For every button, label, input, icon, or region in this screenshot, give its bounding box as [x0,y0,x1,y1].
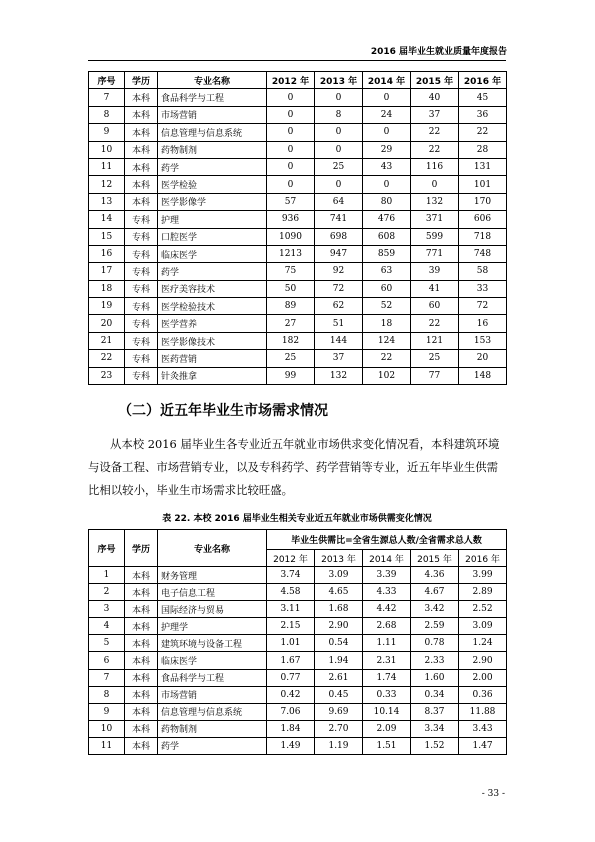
value-cell: 2.90 [315,618,363,635]
major-name-cell: 医学影像技术 [158,332,267,349]
table-row [89,618,507,635]
table-body [89,567,507,755]
column-header: 2013 年 [315,72,363,89]
degree-cell: 专科 [125,332,158,349]
row-number-cell: 5 [89,635,125,652]
value-cell: 1.67 [267,652,315,669]
value-cell: 1.47 [459,737,507,754]
degree-cell: 本科 [125,106,158,123]
header-rule [88,60,506,61]
value-cell: 41 [411,280,459,297]
value-cell: 599 [411,228,459,245]
table-caption: 表 22. 本校 2016 届毕业生相关专业近五年就业市场供需变化情况 [162,514,432,524]
value-cell: 2.31 [363,652,411,669]
value-cell: 0.33 [363,686,411,703]
value-cell: 2.90 [459,652,507,669]
value-cell: 80 [363,193,411,210]
value-cell: 9.69 [315,703,363,720]
major-name-cell: 医疗美容技术 [158,280,267,297]
table-header-row [89,530,507,550]
value-cell: 58 [459,263,507,280]
value-cell: 182 [267,332,315,349]
table-row [89,106,507,123]
value-cell: 72 [459,298,507,315]
supply-demand-ratio-table [88,529,507,755]
value-cell: 25 [267,350,315,367]
column-header: 学历 [125,72,158,89]
row-number-cell: 9 [89,703,125,720]
value-cell: 0.34 [411,686,459,703]
value-cell: 3.39 [363,567,411,584]
value-cell: 92 [315,263,363,280]
value-cell: 64 [315,193,363,210]
column-header: 专业名称 [158,530,267,567]
value-cell: 0 [267,106,315,123]
value-cell: 771 [411,245,459,262]
value-cell: 37 [411,106,459,123]
value-cell: 121 [411,332,459,349]
row-number-cell: 12 [89,176,125,193]
table-row [89,720,507,737]
degree-cell: 专科 [125,367,158,384]
table-row [89,228,507,245]
degree-cell: 专科 [125,298,158,315]
value-cell: 131 [459,158,507,175]
major-name-cell: 临床医学 [158,652,267,669]
major-name-cell: 药物制剂 [158,720,267,737]
value-cell: 0 [315,176,363,193]
row-number-cell: 4 [89,618,125,635]
major-name-cell: 护理学 [158,618,267,635]
row-number-cell: 13 [89,193,125,210]
value-cell: 29 [363,141,411,158]
value-cell: 1.24 [459,635,507,652]
column-header: 学历 [125,530,158,567]
value-cell: 0 [363,89,411,106]
value-cell: 0.36 [459,686,507,703]
degree-cell: 专科 [125,245,158,262]
major-name-cell: 临床医学 [158,245,267,262]
value-cell: 0 [315,124,363,141]
table-row [89,124,507,141]
group-header: 毕业生供需比=全省生源总人数/全省需求总人数 [267,530,507,550]
row-number-cell: 2 [89,584,125,601]
major-name-cell: 国际经济与贸易 [158,601,267,618]
value-cell: 1.84 [267,720,315,737]
row-number-cell: 9 [89,124,125,141]
degree-cell: 本科 [125,737,158,754]
value-cell: 1213 [267,245,315,262]
page-number: - 33 - [481,789,505,799]
value-cell: 1.19 [315,737,363,754]
major-name-cell: 药学 [158,263,267,280]
value-cell: 3.09 [459,618,507,635]
table-row [89,298,507,315]
value-cell: 102 [363,367,411,384]
value-cell: 1.60 [411,669,459,686]
major-name-cell: 护理 [158,211,267,228]
graduate-count-table [88,71,507,385]
value-cell: 36 [459,106,507,123]
value-cell: 52 [363,298,411,315]
table-row [89,332,507,349]
major-name-cell: 医学营养 [158,315,267,332]
degree-cell: 本科 [125,669,158,686]
value-cell: 8.37 [411,703,459,720]
value-cell: 62 [315,298,363,315]
table-row [89,211,507,228]
value-cell: 148 [459,367,507,384]
degree-cell: 专科 [125,263,158,280]
row-number-cell: 21 [89,332,125,349]
value-cell: 11.88 [459,703,507,720]
value-cell: 45 [459,89,507,106]
value-cell: 0 [267,124,315,141]
value-cell: 39 [411,263,459,280]
value-cell: 2.15 [267,618,315,635]
value-cell: 718 [459,228,507,245]
degree-cell: 本科 [125,686,158,703]
running-header: 2016 届毕业生就业质量年度报告 [370,47,507,57]
value-cell: 60 [411,298,459,315]
major-name-cell: 医学检验技术 [158,298,267,315]
value-cell: 0.54 [315,635,363,652]
value-cell: 2.09 [363,720,411,737]
value-cell: 27 [267,315,315,332]
value-cell: 3.74 [267,567,315,584]
major-name-cell: 建筑环境与设备工程 [158,635,267,652]
value-cell: 371 [411,211,459,228]
value-cell: 1.52 [411,737,459,754]
value-cell: 947 [315,245,363,262]
value-cell: 0 [315,141,363,158]
value-cell: 1.74 [363,669,411,686]
value-cell: 24 [363,106,411,123]
column-header: 2012 年 [267,72,315,89]
degree-cell: 本科 [125,89,158,106]
major-name-cell: 医学影像学 [158,193,267,210]
year-header: 2016 年 [459,550,507,567]
row-number-cell: 10 [89,720,125,737]
row-number-cell: 22 [89,350,125,367]
major-name-cell: 电子信息工程 [158,584,267,601]
value-cell: 124 [363,332,411,349]
row-number-cell: 6 [89,652,125,669]
table-row [89,686,507,703]
degree-cell: 专科 [125,315,158,332]
value-cell: 859 [363,245,411,262]
value-cell: 22 [411,124,459,141]
table-body [89,89,507,385]
table-row [89,245,507,262]
table-row [89,89,507,106]
value-cell: 16 [459,315,507,332]
row-number-cell: 19 [89,298,125,315]
section-heading: （二）近五年毕业生市场需求情况 [118,403,328,419]
value-cell: 75 [267,263,315,280]
major-name-cell: 食品科学与工程 [158,89,267,106]
value-cell: 3.34 [411,720,459,737]
table-row [89,263,507,280]
degree-cell: 本科 [125,141,158,158]
row-number-cell: 3 [89,601,125,618]
column-header: 序号 [89,530,125,567]
value-cell: 1.94 [315,652,363,669]
value-cell: 132 [315,367,363,384]
row-number-cell: 17 [89,263,125,280]
table-row [89,703,507,720]
row-number-cell: 8 [89,686,125,703]
table-row [89,669,507,686]
value-cell: 22 [363,350,411,367]
value-cell: 0 [315,89,363,106]
degree-cell: 专科 [125,350,158,367]
value-cell: 0 [267,89,315,106]
degree-cell: 本科 [125,567,158,584]
value-cell: 22 [459,124,507,141]
degree-cell: 本科 [125,652,158,669]
value-cell: 2.52 [459,601,507,618]
row-number-cell: 16 [89,245,125,262]
table-row [89,176,507,193]
table-row [89,193,507,210]
degree-cell: 专科 [125,211,158,228]
year-header: 2014 年 [363,550,411,567]
value-cell: 4.65 [315,584,363,601]
value-cell: 25 [315,158,363,175]
value-cell: 25 [411,350,459,367]
value-cell: 51 [315,315,363,332]
major-name-cell: 医学检验 [158,176,267,193]
row-number-cell: 1 [89,567,125,584]
value-cell: 0 [267,141,315,158]
column-header: 2016 年 [459,72,507,89]
value-cell: 1.51 [363,737,411,754]
table-row [89,141,507,158]
body-paragraph: 从本校 2016 届毕业生各专业近五年就业市场供求变化情况看，本科建筑环境与设备工程、市场营销专业，以及专科药学、药学营销等专业，近五年毕业生供需比相以较小，毕业生市场需求比较旺盛。 [88,437,500,497]
value-cell: 0 [363,176,411,193]
value-cell: 0.42 [267,686,315,703]
row-number-cell: 18 [89,280,125,297]
degree-cell: 本科 [125,158,158,175]
value-cell: 40 [411,89,459,106]
table-row [89,635,507,652]
degree-cell: 本科 [125,176,158,193]
major-name-cell: 药物制剂 [158,141,267,158]
value-cell: 0.78 [411,635,459,652]
value-cell: 20 [459,350,507,367]
value-cell: 144 [315,332,363,349]
table-row [89,350,507,367]
value-cell: 4.58 [267,584,315,601]
table-row [89,315,507,332]
row-number-cell: 10 [89,141,125,158]
value-cell: 101 [459,176,507,193]
value-cell: 1.68 [315,601,363,618]
row-number-cell: 14 [89,211,125,228]
table-row [89,367,507,384]
value-cell: 0 [363,124,411,141]
major-name-cell: 信息管理与信息系统 [158,703,267,720]
column-header: 专业名称 [158,72,267,89]
value-cell: 2.00 [459,669,507,686]
value-cell: 8 [315,106,363,123]
value-cell: 2.59 [411,618,459,635]
row-number-cell: 20 [89,315,125,332]
value-cell: 3.42 [411,601,459,618]
value-cell: 77 [411,367,459,384]
value-cell: 4.33 [363,584,411,601]
value-cell: 2.70 [315,720,363,737]
value-cell: 3.99 [459,567,507,584]
major-name-cell: 针灸推拿 [158,367,267,384]
value-cell: 0.77 [267,669,315,686]
table-row [89,652,507,669]
value-cell: 3.43 [459,720,507,737]
major-name-cell: 信息管理与信息系统 [158,124,267,141]
column-header: 2014 年 [363,72,411,89]
value-cell: 37 [315,350,363,367]
year-header: 2012 年 [267,550,315,567]
value-cell: 22 [411,315,459,332]
value-cell: 936 [267,211,315,228]
table-header-row [89,72,507,89]
value-cell: 741 [315,211,363,228]
value-cell: 63 [363,263,411,280]
row-number-cell: 7 [89,669,125,686]
table-row [89,601,507,618]
value-cell: 170 [459,193,507,210]
value-cell: 3.09 [315,567,363,584]
degree-cell: 本科 [125,703,158,720]
value-cell: 72 [315,280,363,297]
value-cell: 132 [411,193,459,210]
value-cell: 33 [459,280,507,297]
value-cell: 2.61 [315,669,363,686]
row-number-cell: 23 [89,367,125,384]
year-header: 2013 年 [315,550,363,567]
value-cell: 0 [411,176,459,193]
value-cell: 116 [411,158,459,175]
degree-cell: 本科 [125,193,158,210]
row-number-cell: 7 [89,89,125,106]
value-cell: 2.89 [459,584,507,601]
major-name-cell: 医药营销 [158,350,267,367]
row-number-cell: 11 [89,158,125,175]
value-cell: 4.42 [363,601,411,618]
value-cell: 57 [267,193,315,210]
value-cell: 2.68 [363,618,411,635]
degree-cell: 本科 [125,720,158,737]
value-cell: 0 [267,176,315,193]
value-cell: 99 [267,367,315,384]
degree-cell: 本科 [125,618,158,635]
value-cell: 2.33 [411,652,459,669]
degree-cell: 本科 [125,601,158,618]
year-header: 2015 年 [411,550,459,567]
value-cell: 10.14 [363,703,411,720]
value-cell: 608 [363,228,411,245]
major-name-cell: 市场营销 [158,106,267,123]
degree-cell: 专科 [125,228,158,245]
value-cell: 3.11 [267,601,315,618]
value-cell: 43 [363,158,411,175]
value-cell: 50 [267,280,315,297]
value-cell: 698 [315,228,363,245]
table-row [89,737,507,754]
value-cell: 4.67 [411,584,459,601]
value-cell: 1.11 [363,635,411,652]
value-cell: 153 [459,332,507,349]
value-cell: 476 [363,211,411,228]
major-name-cell: 财务管理 [158,567,267,584]
major-name-cell: 口腔医学 [158,228,267,245]
value-cell: 18 [363,315,411,332]
value-cell: 28 [459,141,507,158]
value-cell: 89 [267,298,315,315]
value-cell: 0.45 [315,686,363,703]
value-cell: 0 [267,158,315,175]
row-number-cell: 11 [89,737,125,754]
column-header: 2015 年 [411,72,459,89]
degree-cell: 专科 [125,280,158,297]
table-row [89,158,507,175]
major-name-cell: 药学 [158,158,267,175]
table-row [89,280,507,297]
value-cell: 4.36 [411,567,459,584]
major-name-cell: 食品科学与工程 [158,669,267,686]
table-row [89,567,507,584]
major-name-cell: 药学 [158,737,267,754]
value-cell: 1.49 [267,737,315,754]
value-cell: 1090 [267,228,315,245]
row-number-cell: 8 [89,106,125,123]
value-cell: 606 [459,211,507,228]
value-cell: 22 [411,141,459,158]
value-cell: 1.01 [267,635,315,652]
row-number-cell: 15 [89,228,125,245]
degree-cell: 本科 [125,584,158,601]
value-cell: 748 [459,245,507,262]
degree-cell: 本科 [125,635,158,652]
value-cell: 60 [363,280,411,297]
column-header: 序号 [89,72,125,89]
value-cell: 7.06 [267,703,315,720]
degree-cell: 本科 [125,124,158,141]
major-name-cell: 市场营销 [158,686,267,703]
table-row [89,584,507,601]
